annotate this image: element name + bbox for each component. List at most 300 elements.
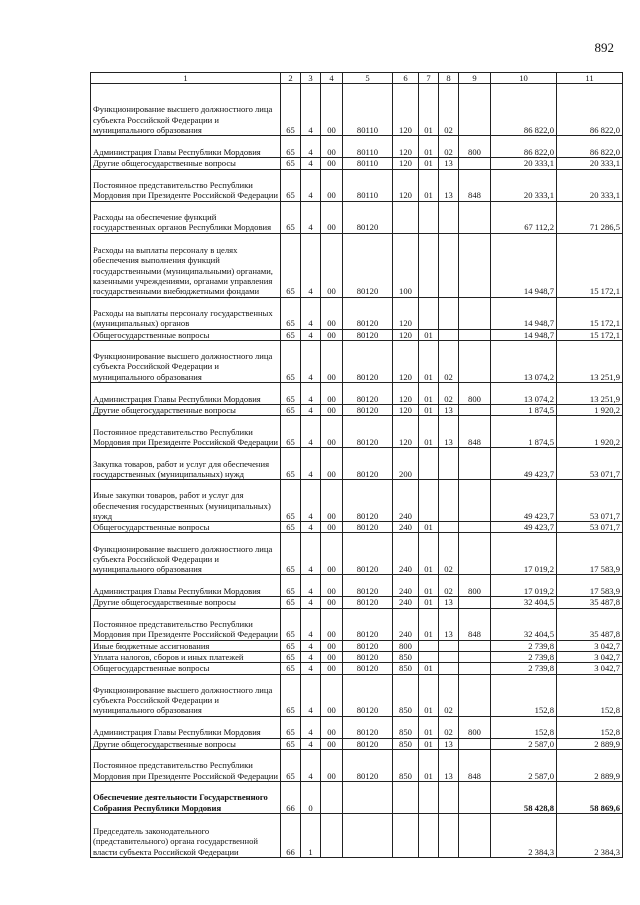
code-cell: 4 bbox=[301, 652, 321, 663]
amount-cell: 2 384,3 bbox=[557, 813, 623, 857]
code-cell: 00 bbox=[321, 608, 343, 640]
code-cell: 120 bbox=[393, 136, 419, 158]
code-cell: 120 bbox=[393, 340, 419, 382]
item-name: Функционирование высшего должностного лица субъекта Российской Федерации и муниципального образования bbox=[91, 674, 281, 716]
code-cell: 848 bbox=[459, 416, 491, 448]
code-cell: 120 bbox=[393, 297, 419, 329]
code-cell bbox=[439, 297, 459, 329]
code-cell bbox=[459, 84, 491, 136]
code-cell: 00 bbox=[321, 640, 343, 651]
code-cell: 13 bbox=[439, 416, 459, 448]
code-cell: 4 bbox=[301, 608, 321, 640]
code-cell: 01 bbox=[419, 575, 439, 597]
amount-cell: 35 487,8 bbox=[557, 597, 623, 608]
code-cell: 65 bbox=[281, 738, 301, 749]
amount-cell: 20 333,1 bbox=[557, 158, 623, 169]
code-cell bbox=[419, 297, 439, 329]
code-cell: 02 bbox=[439, 340, 459, 382]
code-cell: 01 bbox=[419, 597, 439, 608]
code-cell: 65 bbox=[281, 340, 301, 382]
amount-cell: 20 333,1 bbox=[557, 169, 623, 201]
table-row bbox=[91, 480, 623, 522]
code-cell: 01 bbox=[419, 416, 439, 448]
code-cell bbox=[419, 781, 439, 813]
code-cell bbox=[419, 201, 439, 233]
code-cell: 00 bbox=[321, 652, 343, 663]
code-cell: 240 bbox=[393, 533, 419, 575]
amount-cell: 2 587,0 bbox=[491, 749, 557, 781]
item-name: Постоянное представительство Республики Мордовия при Президенте Российской Федерации bbox=[91, 749, 281, 781]
item-name: Постоянное представительство Республики Мордовия при Президенте Российской Федерации bbox=[91, 608, 281, 640]
code-cell: 4 bbox=[301, 597, 321, 608]
code-cell: 4 bbox=[301, 522, 321, 533]
code-cell: 80120 bbox=[343, 663, 393, 674]
table-row bbox=[91, 597, 623, 608]
amount-cell: 15 172,1 bbox=[557, 297, 623, 329]
table-row bbox=[91, 404, 623, 415]
amount-cell: 86 822,0 bbox=[491, 136, 557, 158]
code-cell: 4 bbox=[301, 233, 321, 297]
table-row bbox=[91, 781, 623, 813]
code-cell: 4 bbox=[301, 533, 321, 575]
code-cell bbox=[459, 652, 491, 663]
code-cell: 00 bbox=[321, 169, 343, 201]
code-cell: 00 bbox=[321, 329, 343, 340]
amount-cell: 17 583,9 bbox=[557, 533, 623, 575]
table-row bbox=[91, 640, 623, 651]
amount-cell: 2 384,3 bbox=[491, 813, 557, 857]
item-name: Расходы на выплаты персоналу государственных (муниципальных) органов bbox=[91, 297, 281, 329]
code-cell: 65 bbox=[281, 416, 301, 448]
code-cell: 00 bbox=[321, 480, 343, 522]
item-name: Председатель законодательного (представительного) органа государственной власти субъекта Российской Федерации bbox=[91, 813, 281, 857]
code-cell bbox=[459, 329, 491, 340]
code-cell bbox=[321, 781, 343, 813]
code-cell bbox=[459, 640, 491, 651]
code-cell: 80110 bbox=[343, 84, 393, 136]
code-cell: 800 bbox=[459, 382, 491, 404]
code-cell: 80120 bbox=[343, 749, 393, 781]
code-cell bbox=[343, 813, 393, 857]
code-cell: 00 bbox=[321, 201, 343, 233]
code-cell: 65 bbox=[281, 201, 301, 233]
code-cell: 200 bbox=[393, 448, 419, 480]
amount-cell: 17 583,9 bbox=[557, 575, 623, 597]
code-cell: 848 bbox=[459, 169, 491, 201]
code-cell: 848 bbox=[459, 608, 491, 640]
code-cell: 4 bbox=[301, 738, 321, 749]
amount-cell: 1 920,2 bbox=[557, 404, 623, 415]
code-cell bbox=[439, 663, 459, 674]
code-cell: 01 bbox=[419, 340, 439, 382]
code-cell: 00 bbox=[321, 136, 343, 158]
amount-cell: 49 423,7 bbox=[491, 522, 557, 533]
code-cell bbox=[419, 652, 439, 663]
code-cell bbox=[459, 597, 491, 608]
header-cell: 9 bbox=[459, 73, 491, 84]
code-cell: 80120 bbox=[343, 297, 393, 329]
code-cell: 00 bbox=[321, 575, 343, 597]
code-cell: 00 bbox=[321, 749, 343, 781]
code-cell: 80120 bbox=[343, 404, 393, 415]
code-cell: 01 bbox=[419, 663, 439, 674]
amount-cell: 2 739,8 bbox=[491, 663, 557, 674]
code-cell: 66 bbox=[281, 813, 301, 857]
code-cell: 80110 bbox=[343, 136, 393, 158]
code-cell: 00 bbox=[321, 297, 343, 329]
header-cell: 4 bbox=[321, 73, 343, 84]
code-cell bbox=[459, 522, 491, 533]
amount-cell: 2 889,9 bbox=[557, 749, 623, 781]
item-name: Иные бюджетные ассигнования bbox=[91, 640, 281, 651]
table-row bbox=[91, 749, 623, 781]
code-cell bbox=[459, 233, 491, 297]
code-cell bbox=[459, 404, 491, 415]
code-cell bbox=[393, 813, 419, 857]
code-cell: 4 bbox=[301, 640, 321, 651]
item-name: Администрация Главы Республики Мордовия bbox=[91, 575, 281, 597]
code-cell bbox=[393, 781, 419, 813]
code-cell: 65 bbox=[281, 329, 301, 340]
amount-cell: 152,8 bbox=[557, 674, 623, 716]
code-cell bbox=[459, 533, 491, 575]
code-cell: 4 bbox=[301, 340, 321, 382]
code-cell: 80120 bbox=[343, 416, 393, 448]
amount-cell: 3 042,7 bbox=[557, 640, 623, 651]
code-cell: 240 bbox=[393, 597, 419, 608]
code-cell: 80120 bbox=[343, 597, 393, 608]
code-cell: 00 bbox=[321, 416, 343, 448]
code-cell: 80120 bbox=[343, 674, 393, 716]
item-name: Администрация Главы Республики Мордовия bbox=[91, 716, 281, 738]
amount-cell: 71 286,5 bbox=[557, 201, 623, 233]
amount-cell: 13 074,2 bbox=[491, 340, 557, 382]
code-cell: 4 bbox=[301, 674, 321, 716]
amount-cell: 1 920,2 bbox=[557, 416, 623, 448]
amount-cell: 13 251,9 bbox=[557, 382, 623, 404]
code-cell: 120 bbox=[393, 404, 419, 415]
code-cell: 80120 bbox=[343, 640, 393, 651]
amount-cell: 2 889,9 bbox=[557, 738, 623, 749]
item-name: Функционирование высшего должностного лица субъекта Российской Федерации и муниципального образования bbox=[91, 84, 281, 136]
code-cell: 4 bbox=[301, 663, 321, 674]
code-cell: 4 bbox=[301, 448, 321, 480]
table-row bbox=[91, 169, 623, 201]
code-cell: 65 bbox=[281, 297, 301, 329]
item-name: Администрация Главы Республики Мордовия bbox=[91, 382, 281, 404]
code-cell: 66 bbox=[281, 781, 301, 813]
amount-cell: 1 874,5 bbox=[491, 416, 557, 448]
amount-cell: 1 874,5 bbox=[491, 404, 557, 415]
code-cell: 01 bbox=[419, 329, 439, 340]
code-cell: 01 bbox=[419, 749, 439, 781]
code-cell: 65 bbox=[281, 448, 301, 480]
code-cell: 80120 bbox=[343, 340, 393, 382]
code-cell: 4 bbox=[301, 749, 321, 781]
code-cell: 65 bbox=[281, 522, 301, 533]
header-cell: 11 bbox=[557, 73, 623, 84]
code-cell: 65 bbox=[281, 716, 301, 738]
code-cell: 850 bbox=[393, 749, 419, 781]
amount-cell: 53 071,7 bbox=[557, 522, 623, 533]
header-cell: 6 bbox=[393, 73, 419, 84]
code-cell: 4 bbox=[301, 575, 321, 597]
table-row bbox=[91, 575, 623, 597]
code-cell: 65 bbox=[281, 652, 301, 663]
table-row bbox=[91, 663, 623, 674]
header-cell: 10 bbox=[491, 73, 557, 84]
code-cell: 120 bbox=[393, 382, 419, 404]
item-name: Общегосударственные вопросы bbox=[91, 522, 281, 533]
table-row bbox=[91, 652, 623, 663]
code-cell: 120 bbox=[393, 158, 419, 169]
amount-cell: 152,8 bbox=[557, 716, 623, 738]
code-cell: 120 bbox=[393, 329, 419, 340]
code-cell: 01 bbox=[419, 136, 439, 158]
code-cell: 13 bbox=[439, 597, 459, 608]
code-cell: 4 bbox=[301, 382, 321, 404]
table-row bbox=[91, 136, 623, 158]
code-cell bbox=[439, 329, 459, 340]
item-name: Администрация Главы Республики Мордовия bbox=[91, 136, 281, 158]
code-cell: 4 bbox=[301, 416, 321, 448]
code-cell: 01 bbox=[419, 169, 439, 201]
amount-cell: 86 822,0 bbox=[491, 84, 557, 136]
code-cell: 80120 bbox=[343, 716, 393, 738]
amount-cell: 58 869,6 bbox=[557, 781, 623, 813]
code-cell: 120 bbox=[393, 416, 419, 448]
code-cell: 4 bbox=[301, 404, 321, 415]
code-cell: 01 bbox=[419, 533, 439, 575]
amount-cell: 152,8 bbox=[491, 674, 557, 716]
code-cell: 00 bbox=[321, 597, 343, 608]
item-name: Постоянное представительство Республики Мордовия при Президенте Российской Федерации bbox=[91, 416, 281, 448]
code-cell: 4 bbox=[301, 716, 321, 738]
code-cell bbox=[419, 480, 439, 522]
code-cell: 4 bbox=[301, 158, 321, 169]
code-cell: 800 bbox=[459, 716, 491, 738]
header-cell: 8 bbox=[439, 73, 459, 84]
code-cell: 800 bbox=[393, 640, 419, 651]
item-name: Уплата налогов, сборов и иных платежей bbox=[91, 652, 281, 663]
code-cell bbox=[439, 781, 459, 813]
code-cell bbox=[459, 340, 491, 382]
code-cell: 02 bbox=[439, 716, 459, 738]
amount-cell: 3 042,7 bbox=[557, 663, 623, 674]
amount-cell: 20 333,1 bbox=[491, 169, 557, 201]
code-cell: 02 bbox=[439, 136, 459, 158]
code-cell: 4 bbox=[301, 480, 321, 522]
code-cell: 65 bbox=[281, 233, 301, 297]
code-cell: 240 bbox=[393, 480, 419, 522]
header-cell: 5 bbox=[343, 73, 393, 84]
code-cell: 01 bbox=[419, 716, 439, 738]
code-cell: 4 bbox=[301, 329, 321, 340]
code-cell: 4 bbox=[301, 136, 321, 158]
code-cell bbox=[439, 201, 459, 233]
code-cell: 13 bbox=[439, 738, 459, 749]
code-cell bbox=[439, 813, 459, 857]
amount-cell: 14 948,7 bbox=[491, 329, 557, 340]
code-cell bbox=[459, 813, 491, 857]
code-cell: 4 bbox=[301, 297, 321, 329]
table-row bbox=[91, 84, 623, 136]
code-cell bbox=[459, 448, 491, 480]
table-row bbox=[91, 329, 623, 340]
code-cell: 01 bbox=[419, 738, 439, 749]
code-cell: 0 bbox=[301, 781, 321, 813]
amount-cell: 13 074,2 bbox=[491, 382, 557, 404]
header-cell: 2 bbox=[281, 73, 301, 84]
code-cell bbox=[439, 480, 459, 522]
table-row bbox=[91, 416, 623, 448]
code-cell: 13 bbox=[439, 749, 459, 781]
header-cell: 3 bbox=[301, 73, 321, 84]
code-cell bbox=[459, 674, 491, 716]
code-cell: 4 bbox=[301, 201, 321, 233]
code-cell: 02 bbox=[439, 575, 459, 597]
code-cell: 00 bbox=[321, 84, 343, 136]
code-cell: 01 bbox=[419, 84, 439, 136]
amount-cell: 49 423,7 bbox=[491, 480, 557, 522]
code-cell bbox=[459, 663, 491, 674]
code-cell: 80110 bbox=[343, 158, 393, 169]
table-row bbox=[91, 158, 623, 169]
amount-cell: 14 948,7 bbox=[491, 297, 557, 329]
code-cell: 00 bbox=[321, 738, 343, 749]
code-cell: 850 bbox=[393, 738, 419, 749]
code-cell: 80120 bbox=[343, 201, 393, 233]
table-row bbox=[91, 608, 623, 640]
code-cell: 65 bbox=[281, 480, 301, 522]
table-row bbox=[91, 533, 623, 575]
item-name: Другие общегосударственные вопросы bbox=[91, 404, 281, 415]
code-cell: 01 bbox=[419, 674, 439, 716]
code-cell bbox=[321, 813, 343, 857]
code-cell: 00 bbox=[321, 233, 343, 297]
amount-cell: 49 423,7 bbox=[491, 448, 557, 480]
code-cell: 4 bbox=[301, 84, 321, 136]
item-name: Другие общегосударственные вопросы bbox=[91, 738, 281, 749]
code-cell: 120 bbox=[393, 84, 419, 136]
code-cell: 65 bbox=[281, 749, 301, 781]
code-cell bbox=[459, 738, 491, 749]
code-cell: 1 bbox=[301, 813, 321, 857]
code-cell: 65 bbox=[281, 169, 301, 201]
code-cell: 00 bbox=[321, 522, 343, 533]
code-cell: 80110 bbox=[343, 169, 393, 201]
code-cell: 800 bbox=[459, 136, 491, 158]
code-cell bbox=[459, 158, 491, 169]
amount-cell: 2 739,8 bbox=[491, 640, 557, 651]
table-row bbox=[91, 738, 623, 749]
code-cell: 80120 bbox=[343, 448, 393, 480]
code-cell: 65 bbox=[281, 404, 301, 415]
code-cell: 65 bbox=[281, 575, 301, 597]
code-cell: 65 bbox=[281, 533, 301, 575]
code-cell bbox=[439, 640, 459, 651]
amount-cell: 20 333,1 bbox=[491, 158, 557, 169]
code-cell: 02 bbox=[439, 533, 459, 575]
code-cell: 80120 bbox=[343, 533, 393, 575]
item-name: Иные закупки товаров, работ и услуг для обеспечения государственных (муниципальных) нужд bbox=[91, 480, 281, 522]
amount-cell: 58 428,8 bbox=[491, 781, 557, 813]
code-cell: 800 bbox=[459, 575, 491, 597]
code-cell: 00 bbox=[321, 663, 343, 674]
amount-cell: 15 172,1 bbox=[557, 329, 623, 340]
amount-cell: 32 404,5 bbox=[491, 597, 557, 608]
amount-cell: 53 071,7 bbox=[557, 480, 623, 522]
budget-table bbox=[90, 72, 623, 858]
amount-cell: 14 948,7 bbox=[491, 233, 557, 297]
item-name: Закупка товаров, работ и услуг для обеспечения государственных (муниципальных) нужд bbox=[91, 448, 281, 480]
table-row bbox=[91, 382, 623, 404]
code-cell: 01 bbox=[419, 522, 439, 533]
code-cell: 80120 bbox=[343, 329, 393, 340]
amount-cell: 15 172,1 bbox=[557, 233, 623, 297]
code-cell: 240 bbox=[393, 608, 419, 640]
amount-cell: 13 251,9 bbox=[557, 340, 623, 382]
item-name: Функционирование высшего должностного лица субъекта Российской Федерации и муниципального образования bbox=[91, 533, 281, 575]
header-row bbox=[91, 73, 623, 84]
code-cell bbox=[459, 781, 491, 813]
code-cell: 848 bbox=[459, 749, 491, 781]
table-row bbox=[91, 233, 623, 297]
code-cell: 850 bbox=[393, 652, 419, 663]
amount-cell: 17 019,2 bbox=[491, 533, 557, 575]
item-name: Постоянное представительство Республики Мордовия при Президенте Российской Федерации bbox=[91, 169, 281, 201]
code-cell: 13 bbox=[439, 158, 459, 169]
table-row bbox=[91, 674, 623, 716]
code-cell: 850 bbox=[393, 674, 419, 716]
code-cell: 65 bbox=[281, 158, 301, 169]
code-cell bbox=[343, 781, 393, 813]
amount-cell: 152,8 bbox=[491, 716, 557, 738]
code-cell bbox=[419, 640, 439, 651]
item-name: Другие общегосударственные вопросы bbox=[91, 597, 281, 608]
item-name: Другие общегосударственные вопросы bbox=[91, 158, 281, 169]
code-cell: 80120 bbox=[343, 480, 393, 522]
code-cell bbox=[459, 297, 491, 329]
code-cell: 00 bbox=[321, 382, 343, 404]
code-cell: 120 bbox=[393, 169, 419, 201]
code-cell: 65 bbox=[281, 674, 301, 716]
header-cell: 1 bbox=[91, 73, 281, 84]
table-row bbox=[91, 297, 623, 329]
item-name: Общегосударственные вопросы bbox=[91, 329, 281, 340]
code-cell bbox=[439, 448, 459, 480]
code-cell: 00 bbox=[321, 674, 343, 716]
amount-cell: 3 042,7 bbox=[557, 652, 623, 663]
code-cell: 01 bbox=[419, 158, 439, 169]
code-cell: 00 bbox=[321, 340, 343, 382]
code-cell: 80120 bbox=[343, 575, 393, 597]
code-cell bbox=[419, 233, 439, 297]
item-name: Расходы на выплаты персоналу в целях обеспечения выполнения функций государственными (муниципальными) органами, казенными учреждениями, органами управления государственными внебюджетными фондами bbox=[91, 233, 281, 297]
code-cell: 80120 bbox=[343, 233, 393, 297]
code-cell: 4 bbox=[301, 169, 321, 201]
code-cell: 65 bbox=[281, 597, 301, 608]
code-cell: 80120 bbox=[343, 738, 393, 749]
code-cell: 00 bbox=[321, 404, 343, 415]
table-row bbox=[91, 813, 623, 857]
code-cell: 240 bbox=[393, 522, 419, 533]
code-cell bbox=[439, 233, 459, 297]
item-name: Функционирование высшего должностного лица субъекта Российской Федерации и муниципального образования bbox=[91, 340, 281, 382]
amount-cell: 86 822,0 bbox=[557, 136, 623, 158]
item-name: Расходы на обеспечение функций государственных органов Республики Мордовия bbox=[91, 201, 281, 233]
code-cell: 01 bbox=[419, 404, 439, 415]
